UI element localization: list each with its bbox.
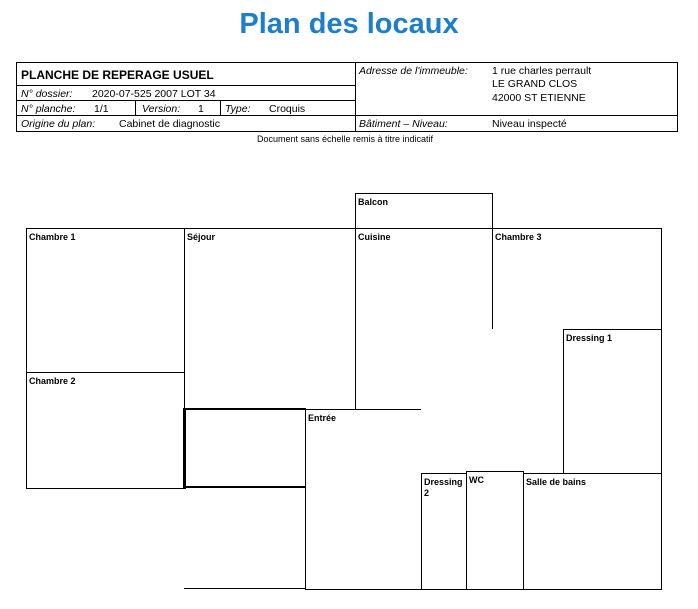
thick-wall-bottom xyxy=(183,486,306,488)
origine-value: Cabinet de diagnostic xyxy=(119,118,220,130)
room-label: WC xyxy=(469,475,484,485)
type-label: Type: xyxy=(225,103,251,115)
header-table xyxy=(16,62,678,132)
adresse-label: Adresse de l'immeuble: xyxy=(359,65,468,77)
disclaimer-note: Document sans échelle remis à titre indicatif xyxy=(256,134,434,144)
room-label: Séjour xyxy=(187,232,216,242)
origine-label: Origine du plan: xyxy=(21,118,96,130)
version-label: Version: xyxy=(142,103,181,115)
thick-wall-left xyxy=(183,408,186,489)
planche-value: 1/1 xyxy=(94,103,109,115)
room-balcon xyxy=(355,193,493,230)
header-divider-vertical xyxy=(355,63,356,131)
type-value: Croquis xyxy=(269,103,306,115)
room-label: Dressing xyxy=(424,477,463,487)
dossier-value: 2020-07-525 2007 LOT 34 xyxy=(92,88,216,100)
header-divider xyxy=(135,100,136,115)
room-salle-de-bains xyxy=(523,473,662,590)
room-dressing-2 xyxy=(421,473,467,590)
room-label: Balcon xyxy=(358,197,389,207)
planche-label: N° planche: xyxy=(21,103,76,115)
room-label: Cuisine xyxy=(358,232,391,242)
adresse-line2: LE GRAND CLOS xyxy=(492,78,578,90)
header-divider xyxy=(17,115,678,116)
room-entree xyxy=(305,409,422,590)
room-label: Chambre 3 xyxy=(495,232,542,242)
header-divider xyxy=(17,100,355,101)
adresse-line3: 42000 ST ETIENNE xyxy=(492,92,586,104)
room-label: Salle de bains xyxy=(526,477,587,487)
room-dressing-1 xyxy=(563,329,662,474)
adresse-line1: 1 rue charles perrault xyxy=(492,65,592,77)
room-label: Chambre 1 xyxy=(29,232,76,242)
header-divider xyxy=(17,85,355,86)
room-label: Chambre 2 xyxy=(29,376,76,386)
header-divider xyxy=(220,100,221,115)
room-wc xyxy=(466,471,524,590)
batiment-label: Bâtiment – Niveau: xyxy=(359,118,448,130)
version-value: 1 xyxy=(198,103,204,115)
room-label: Dressing 1 xyxy=(566,333,613,343)
room-chambre-3 xyxy=(492,228,662,330)
room-corridor-joint xyxy=(492,329,493,330)
room-label: Entrée xyxy=(308,413,337,423)
room-chambre-1 xyxy=(26,228,186,373)
batiment-value: Niveau inspecté xyxy=(492,118,567,130)
room-corridor xyxy=(421,329,564,474)
page-title: Plan des locaux xyxy=(239,8,459,40)
room-chambre-2 xyxy=(26,372,186,489)
dossier-label: N° dossier: xyxy=(21,88,73,100)
room-label: 2 xyxy=(424,488,430,498)
room-sejour xyxy=(184,228,356,410)
planche-title: PLANCHE DE REPERAGE USUEL xyxy=(21,68,214,82)
thick-wall-top xyxy=(183,408,306,410)
